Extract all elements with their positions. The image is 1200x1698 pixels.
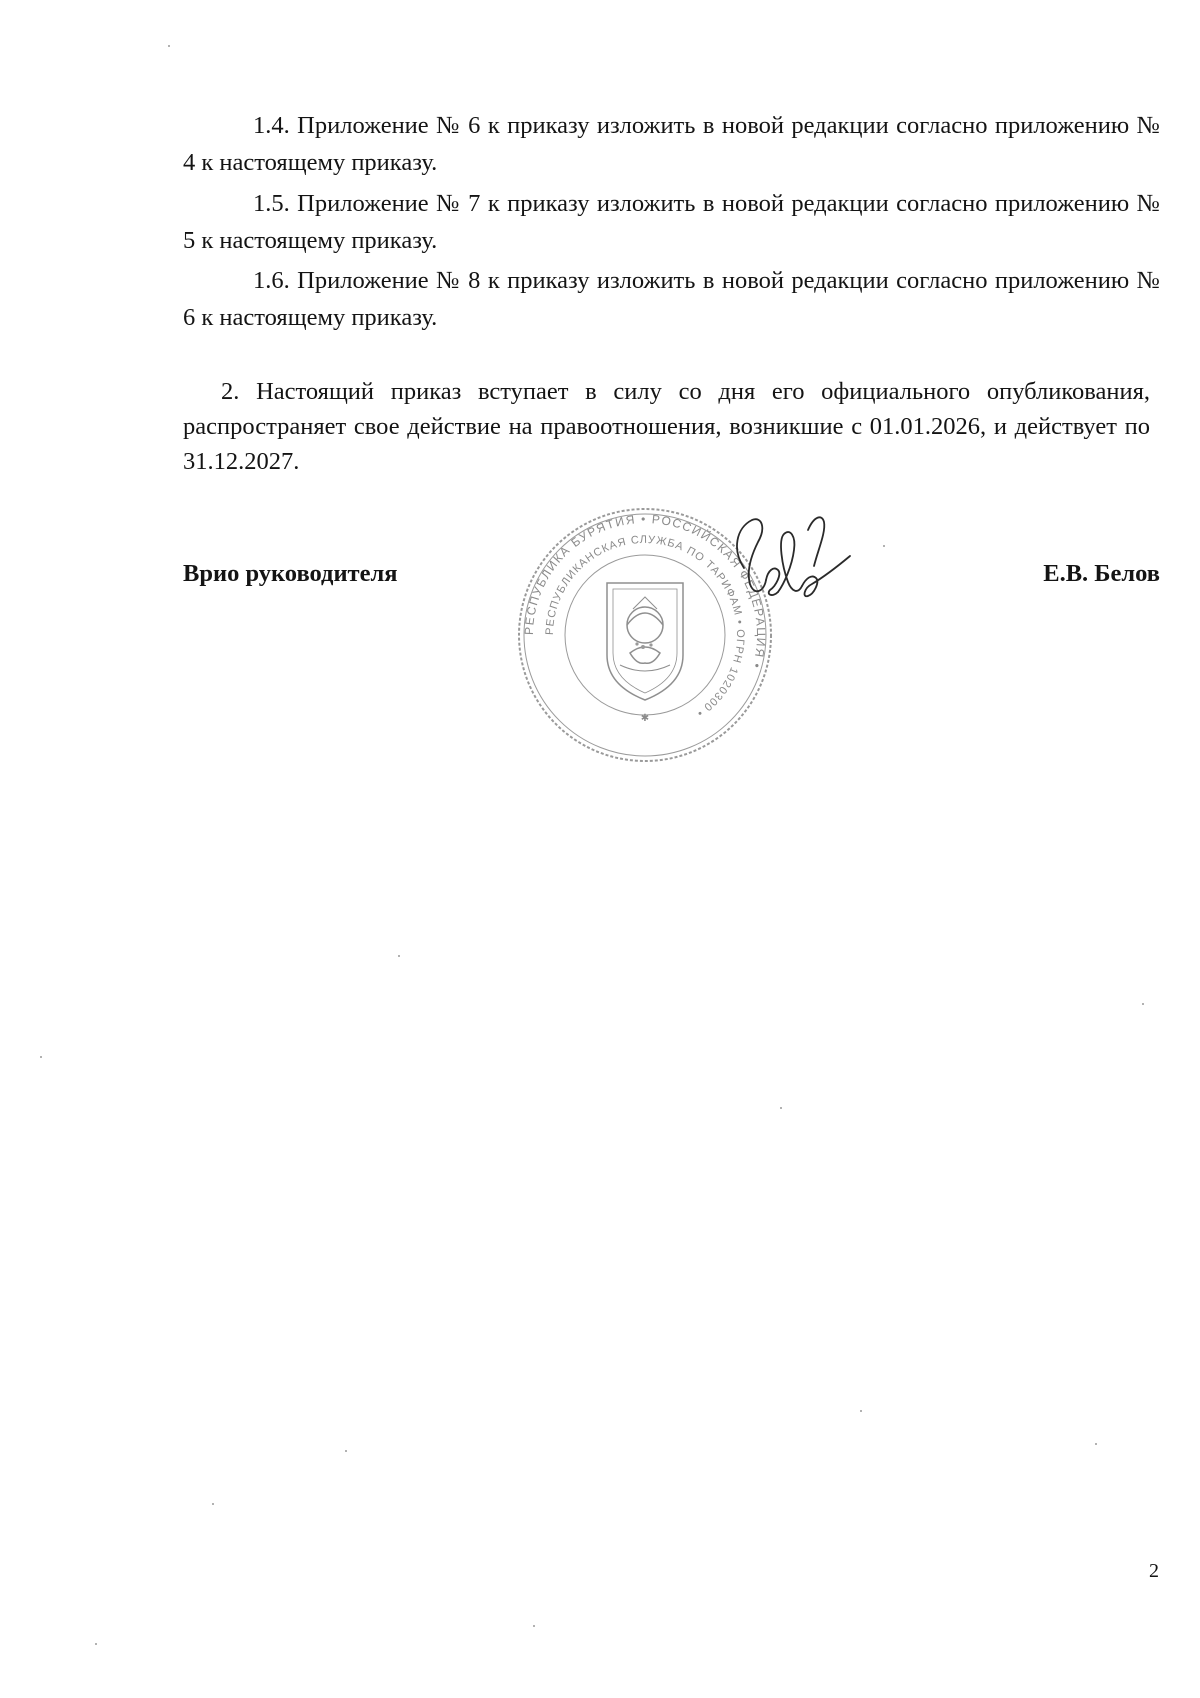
scan-speck xyxy=(95,1643,97,1645)
handwritten-signature-icon xyxy=(722,510,852,620)
svg-text:✱: ✱ xyxy=(640,713,650,724)
svg-text:РЕСПУБЛИКАНСКАЯ СЛУЖБА ПО ТАРИ xyxy=(544,534,746,719)
scan-speck xyxy=(40,1056,42,1058)
scan-speck xyxy=(345,1450,347,1452)
scan-speck xyxy=(1142,1003,1144,1005)
scan-speck xyxy=(883,545,885,547)
signatory-role: Врио руководителя xyxy=(183,560,398,587)
paragraph-1-6: 1.6. Приложение № 8 к приказу изложить в новой редакции согласно приложению № 6 к настоящему приказу. xyxy=(183,267,1160,331)
paragraph-2: 2. Настоящий приказ вступает в силу со дня его официального опубликования, распространяет свое действие на правоотношения, возникшие с 01.01.2026, и действует по 31.12.2027. xyxy=(183,378,1150,475)
scan-speck xyxy=(533,1625,535,1627)
seal-outer-text: РЕСПУБЛИКА БУРЯТИЯ • РОССИЙСКАЯ ФЕДЕРАЦИЯ • xyxy=(521,511,769,672)
scan-speck xyxy=(168,45,170,47)
signatory-name: Е.В. Белов xyxy=(1043,560,1160,587)
paragraph-1-4: 1.4. Приложение № 6 к приказу изложить в новой редакции согласно приложению № 4 к настоящему приказу. xyxy=(183,112,1160,176)
page-number: 2 xyxy=(1149,1560,1159,1582)
scan-speck xyxy=(1095,1443,1097,1445)
scan-speck xyxy=(398,955,400,957)
scan-speck xyxy=(860,1410,862,1412)
scan-speck xyxy=(212,1503,214,1505)
seal-inner-text: РЕСПУБЛИКАНСКАЯ СЛУЖБА ПО ТАРИФАМ • ОГРН 1020300 • xyxy=(543,533,747,720)
paragraph-1-5: 1.5. Приложение № 7 к приказу изложить в новой редакции согласно приложению № 5 к настоящему приказу. xyxy=(183,190,1160,254)
scan-speck xyxy=(780,1107,782,1109)
